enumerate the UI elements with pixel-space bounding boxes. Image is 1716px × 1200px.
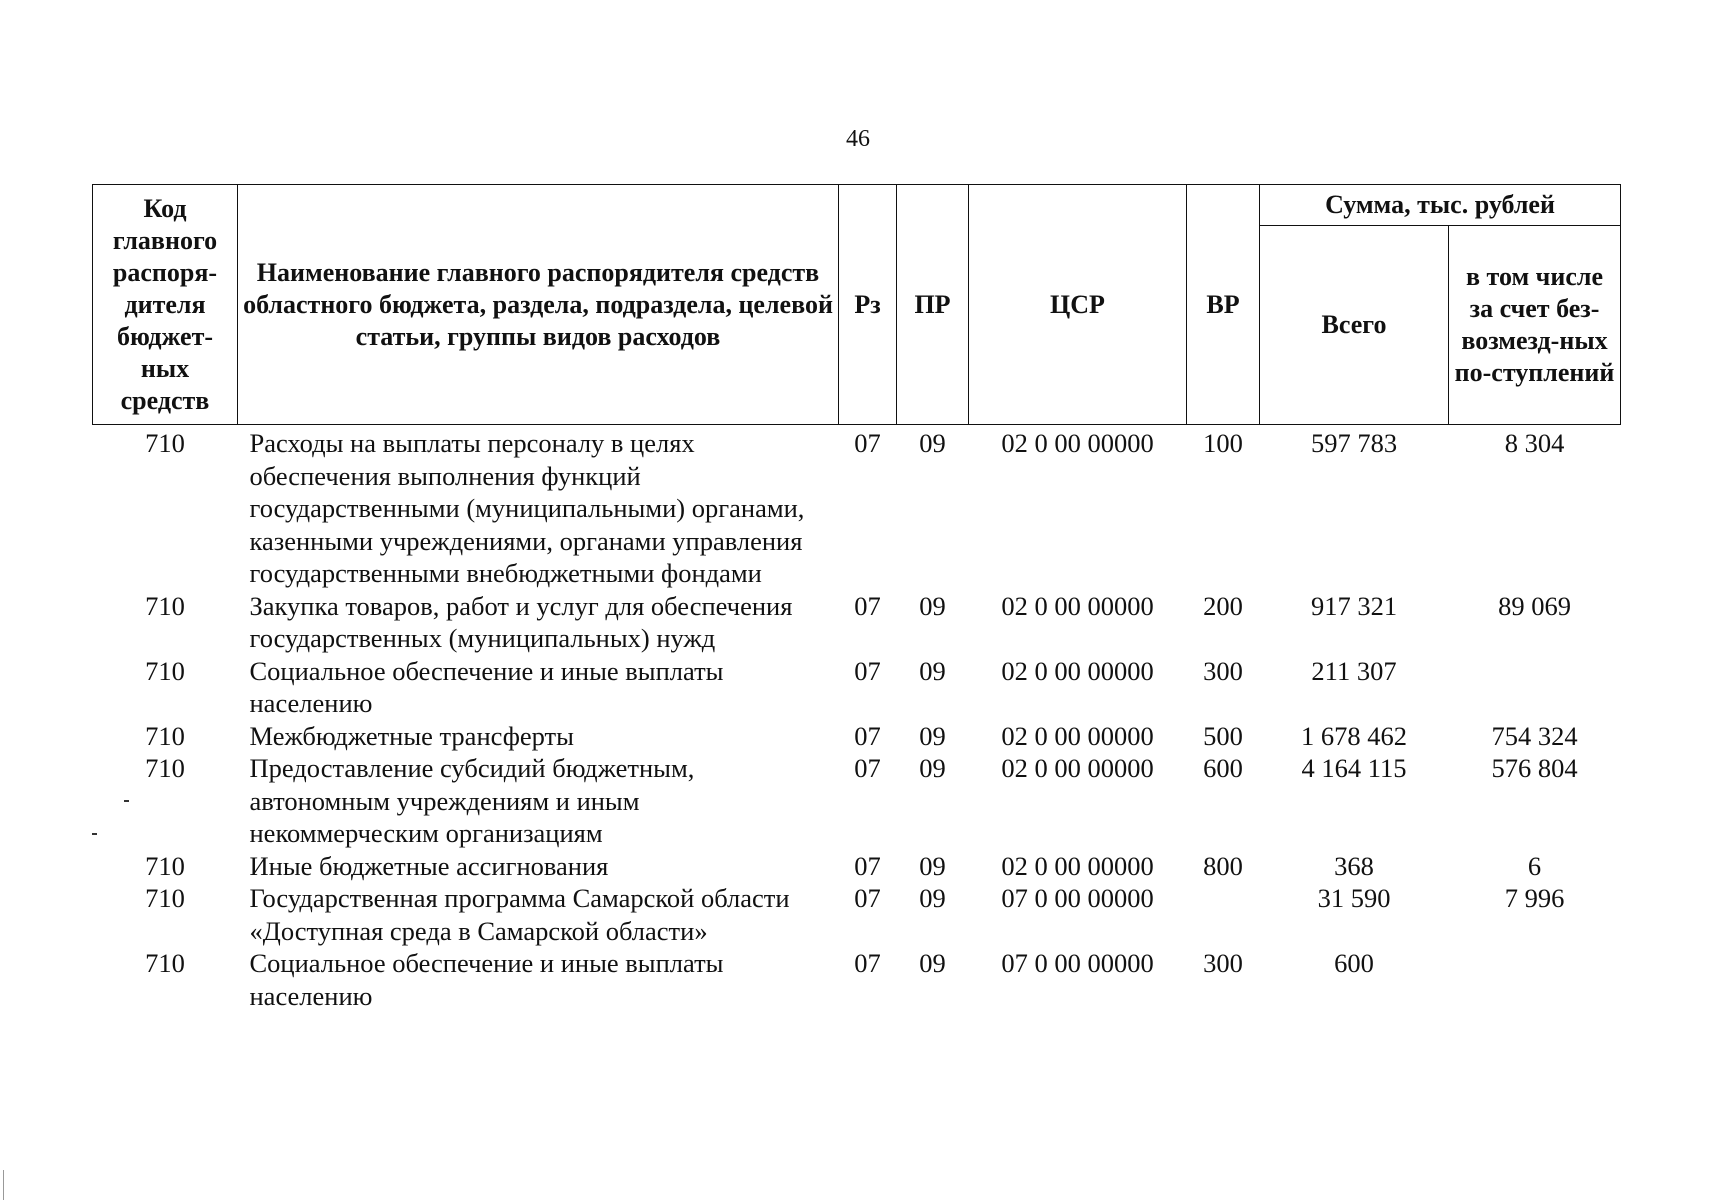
cell-code: 710 xyxy=(145,590,185,621)
cell-name: Государственная программа Самарской области «Доступная среда в Самарской области» xyxy=(249,883,790,946)
cell-csr: 02 0 00 00000 xyxy=(1001,753,1154,783)
cell-rz: 07 xyxy=(854,590,881,621)
cell-pr: 09 xyxy=(919,883,946,913)
header-code: Код главного распоря-дителя бюджет-ных средств xyxy=(93,185,238,425)
cell-rz: 07 xyxy=(854,850,881,881)
cell-total: 4 164 115 xyxy=(1301,753,1407,783)
table-row xyxy=(93,425,1621,590)
cell-free: 754 324 xyxy=(1491,720,1578,751)
cell-total: 600 xyxy=(1334,948,1374,978)
table-row xyxy=(93,850,1621,883)
cell-pr: 09 xyxy=(919,720,946,751)
cell-code: 710 xyxy=(145,948,185,978)
cell-code: 710 xyxy=(145,428,185,458)
cell-rz: 07 xyxy=(854,428,881,458)
page-number: 46 xyxy=(846,126,870,152)
header-vr: ВР xyxy=(1187,185,1260,425)
cell-vr: 500 xyxy=(1203,720,1243,751)
cell-rz: 07 xyxy=(854,883,881,913)
cell-code: 710 xyxy=(145,753,185,783)
cell-vr: 300 xyxy=(1203,655,1243,686)
cell-total: 368 xyxy=(1334,850,1374,881)
cell-name: Социальное обеспечение и иные выплаты населению xyxy=(249,948,724,1011)
cell-rz: 07 xyxy=(854,948,881,978)
cell-csr: 07 0 00 00000 xyxy=(1001,948,1154,978)
cell-total: 917 321 xyxy=(1310,590,1398,621)
cell-pr: 09 xyxy=(919,753,946,783)
cell-code: 710 xyxy=(145,720,185,751)
scan-mark xyxy=(124,800,129,802)
table-row xyxy=(93,720,1621,753)
cell-rz: 07 xyxy=(854,655,881,686)
header-name: Наименование главного распорядителя средств областного бюджета, раздела, подраздела, целевой статьи, группы видов расходов xyxy=(238,185,839,425)
cell-free xyxy=(1449,655,1621,720)
cell-rz: 07 xyxy=(854,753,881,783)
cell-name: Закупка товаров, работ и услуг для обеспечения государственных (муниципальных) нужд xyxy=(249,590,793,653)
header-sum-group: Сумма, тыс. рублей xyxy=(1260,185,1621,226)
cell-total: 211 307 xyxy=(1311,655,1397,686)
table-body xyxy=(93,425,1621,1013)
cell-code: 710 xyxy=(145,655,185,686)
cell-csr: 02 0 00 00000 xyxy=(1001,720,1154,751)
cell-total: 1 678 462 xyxy=(1301,720,1407,751)
table-row xyxy=(93,655,1621,720)
cell-vr: 800 xyxy=(1203,850,1243,881)
cell-vr xyxy=(1187,882,1260,947)
cell-name: Межбюджетные трансферты xyxy=(249,720,574,751)
cell-free: 89 069 xyxy=(1498,590,1571,621)
cell-vr: 600 xyxy=(1203,753,1243,783)
cell-vr: 200 xyxy=(1203,590,1243,621)
cell-name: Иные бюджетные ассигнования xyxy=(249,850,609,881)
cell-free: 7 996 xyxy=(1504,883,1565,913)
budget-table xyxy=(92,184,1621,1012)
header-rz: Рз xyxy=(839,185,897,425)
table-row xyxy=(93,947,1621,1012)
table-row xyxy=(93,590,1621,655)
cell-total: 597 783 xyxy=(1310,428,1398,458)
cell-pr: 09 xyxy=(919,948,946,978)
cell-pr: 09 xyxy=(919,655,946,686)
cell-rz: 07 xyxy=(854,720,881,751)
cell-pr: 09 xyxy=(919,428,946,458)
cell-free: 576 804 xyxy=(1491,753,1578,783)
cell-free: 8 304 xyxy=(1504,428,1565,458)
cell-csr: 02 0 00 00000 xyxy=(1001,655,1154,686)
cell-pr: 09 xyxy=(919,590,946,621)
table-row xyxy=(93,752,1621,850)
cell-code: 710 xyxy=(145,883,185,913)
scan-edge-line xyxy=(3,1170,4,1200)
header-csr: ЦСР xyxy=(969,185,1187,425)
header-pr: ПР xyxy=(897,185,969,425)
header-total: Всего xyxy=(1260,226,1449,425)
header-free: в том числе за счет без-возмезд-ных по-ступлений xyxy=(1449,226,1621,425)
table-row xyxy=(93,882,1621,947)
cell-free xyxy=(1449,947,1621,1012)
cell-name: Расходы на выплаты персоналу в целях обеспечения выполнения функций государственными (муниципальными) органами, казенными учреждениями, органами управления государственными внебюджетными фондами xyxy=(249,428,805,588)
cell-csr: 02 0 00 00000 xyxy=(1001,428,1154,458)
cell-name: Предоставление субсидий бюджетным, автономным учреждениям и иным некоммерческим организациям xyxy=(249,753,695,848)
scan-mark xyxy=(92,833,97,835)
table-header xyxy=(93,185,1621,425)
cell-name: Социальное обеспечение и иные выплаты населению xyxy=(249,655,724,718)
cell-csr: 02 0 00 00000 xyxy=(1001,590,1154,621)
cell-vr: 300 xyxy=(1203,948,1243,978)
cell-free: 6 xyxy=(1527,850,1542,881)
cell-vr: 100 xyxy=(1203,428,1243,458)
cell-csr: 07 0 00 00000 xyxy=(1001,883,1154,913)
cell-csr: 02 0 00 00000 xyxy=(1001,850,1154,881)
cell-code: 710 xyxy=(145,850,185,881)
cell-total: 31 590 xyxy=(1317,883,1391,913)
cell-pr: 09 xyxy=(919,850,946,881)
